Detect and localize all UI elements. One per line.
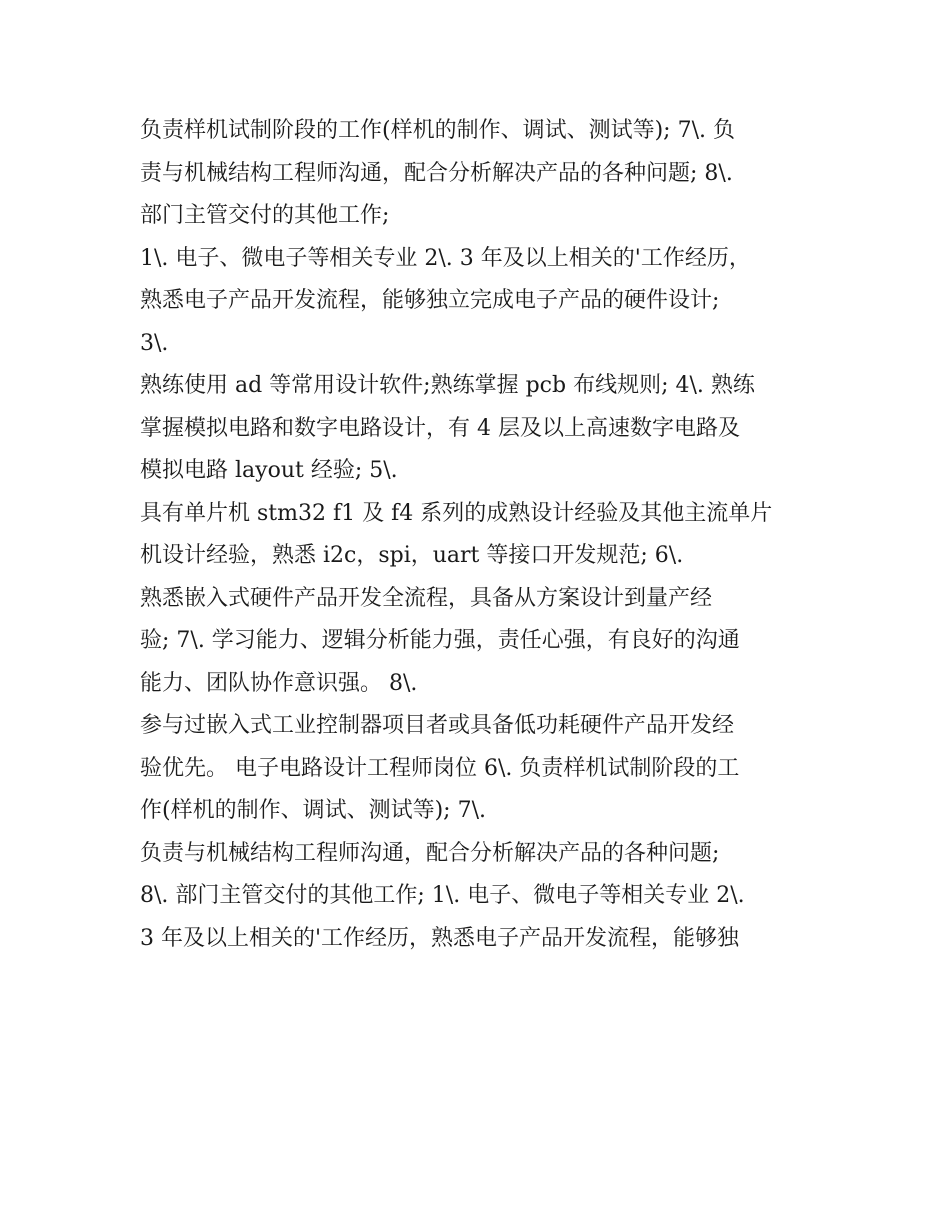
text-line: 具有单片机 stm32 f1 及 f4 系列的成熟设计经验及其他主流单片 (140, 500, 773, 526)
text-line: 模拟电路 layout 经验; 5\. (140, 458, 398, 483)
text-line: 负责样机试制阶段的工作(样机的制作、调试、测试等); 7\. 负 (140, 118, 735, 143)
document-body (140, 110, 815, 960)
text-line: 熟悉嵌入式硬件产品开发全流程，具备从方案设计到量产经 (140, 585, 713, 611)
text-line: 3\. (140, 330, 169, 356)
text-line: 参与过嵌入式工业控制器项目者或具备低功耗硬件产品开发经 (140, 713, 735, 738)
text-line: 熟练使用 ad 等常用设计软件;熟练掌握 pcb 布线规则; 4\. 熟练 (140, 373, 755, 398)
text-line: 8\. 部门主管交付的其他工作; 1\. 电子、微电子等相关专业 2\. (140, 883, 745, 908)
text-line: 负责与机械结构工程师沟通，配合分析解决产品的各种问题; (140, 840, 720, 866)
text-line: 3 年及以上相关的'工作经历，熟悉电子产品开发流程，能够独 (140, 925, 740, 951)
text-line: 作(样机的制作、调试、测试等); 7\. (140, 798, 486, 823)
text-line: 机设计经验，熟悉 i2c，spi，uart 等接口开发规范; 6\. (140, 543, 684, 568)
text-line: 1\. 电子、微电子等相关专业 2\. 3 年及以上相关的'工作经历， (140, 245, 751, 271)
text-line: 掌握模拟电路和数字电路设计，有 4 层及以上高速数字电路及 (140, 415, 740, 441)
text-line: 验优先。 电子电路设计工程师岗位 6\. 负责样机试制阶段的工 (140, 755, 740, 781)
text-line: 验; 7\. 学习能力、逻辑分析能力强，责任心强，有良好的沟通 (140, 628, 740, 653)
text-line: 能力、团队协作意识强。 8\. (140, 670, 418, 696)
text-line: 熟悉电子产品开发流程，能够独立完成电子产品的硬件设计; (140, 288, 720, 313)
text-line: 责与机械结构工程师沟通，配合分析解决产品的各种问题; 8\. (140, 160, 733, 186)
text-line: 部门主管交付的其他工作; (140, 203, 390, 228)
